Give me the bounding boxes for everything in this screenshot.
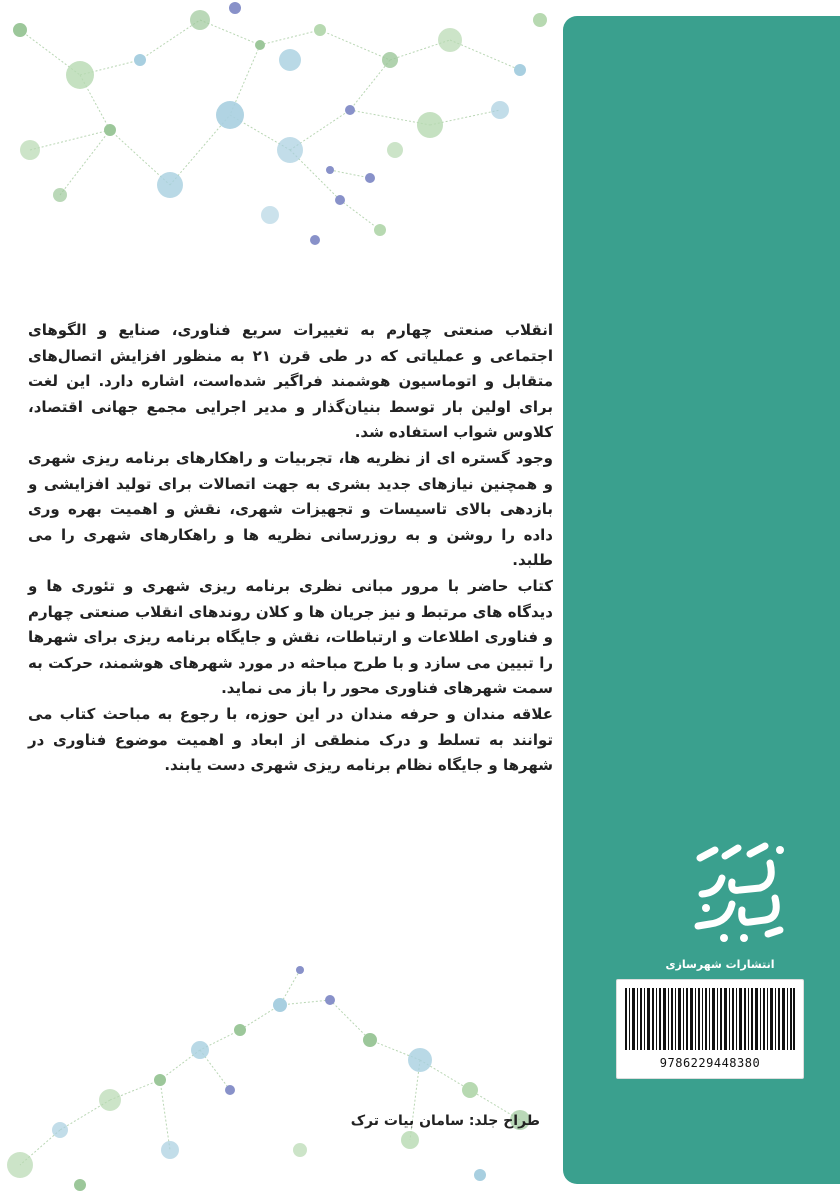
back-cover-description (28, 318, 553, 779)
description-paragraph-3: کتاب حاضر با مرور مبانی نظری برنامه ریزی شهری و تئوری ها و دیدگاه های مرتبط و نیز جریان ها و کلان روندهای انقلاب صنعتی چهارم و فناوری اطلاعات و ارتباطات، نقش و جایگاه برنامه ریزی برای شهرها را تبیین می سازد و با طرح مباحثه در مورد شهرهای هوشمند، حرکت به سمت شهرهای فناوری محور را باز می نماید. (28, 576, 553, 698)
network-graphic-top (0, 0, 570, 260)
description-paragraph-4: علاقه مندان و حرفه مندان در این حوزه، با رجوع به مباحث کتاب می توانند به تسلط و درک منطقی از ابعاد و اهمیت موضوع فناوری در شهرها و جایگاه نظام برنامه ریزی شهری دست یابند. (28, 704, 553, 775)
barcode-bars (625, 988, 795, 1050)
cover-designer-credit: طراح جلد: سامان بیات ترک (350, 1113, 540, 1129)
isbn-number: 9786229448380 (659, 1056, 761, 1070)
publisher-name: انتشارات شهرسازی (665, 958, 775, 971)
isbn-barcode (616, 979, 804, 1079)
network-graphic-bottom (0, 950, 570, 1200)
description-paragraph-1: انقلاب صنعتی چهارم به تغییرات سریع فناوری، صنایع و الگوهای اجتماعی و عملیاتی که در طی قرن ۲۱ به منظور افزایش اتصال‌های متقابل و اتوماسیون هوشمند فراگیر شده‌است، اشاره دارد. این لغت برای اولین بار توسط بنیان‌گذار و مدیر اجرایی مجمع جهانی اقتصاد، کلاوس شواب استفاده شد. (28, 321, 554, 442)
description-paragraph-2: وجود گستره ای از نظریه ها، تجربیات و راهکارهای برنامه ریزی شهری و همچنین نیازهای جدید بشری به جهت اتصالات برای تولید افزایشی و بازدهی بالای تاسیسات و تجهیزات شهری، نقش و اهمیت بهره وری داده را روشن و به روزرسانی نظریه ها و راهکارهای شهری را می طلبد. (28, 448, 553, 570)
publisher-logo (680, 838, 800, 948)
